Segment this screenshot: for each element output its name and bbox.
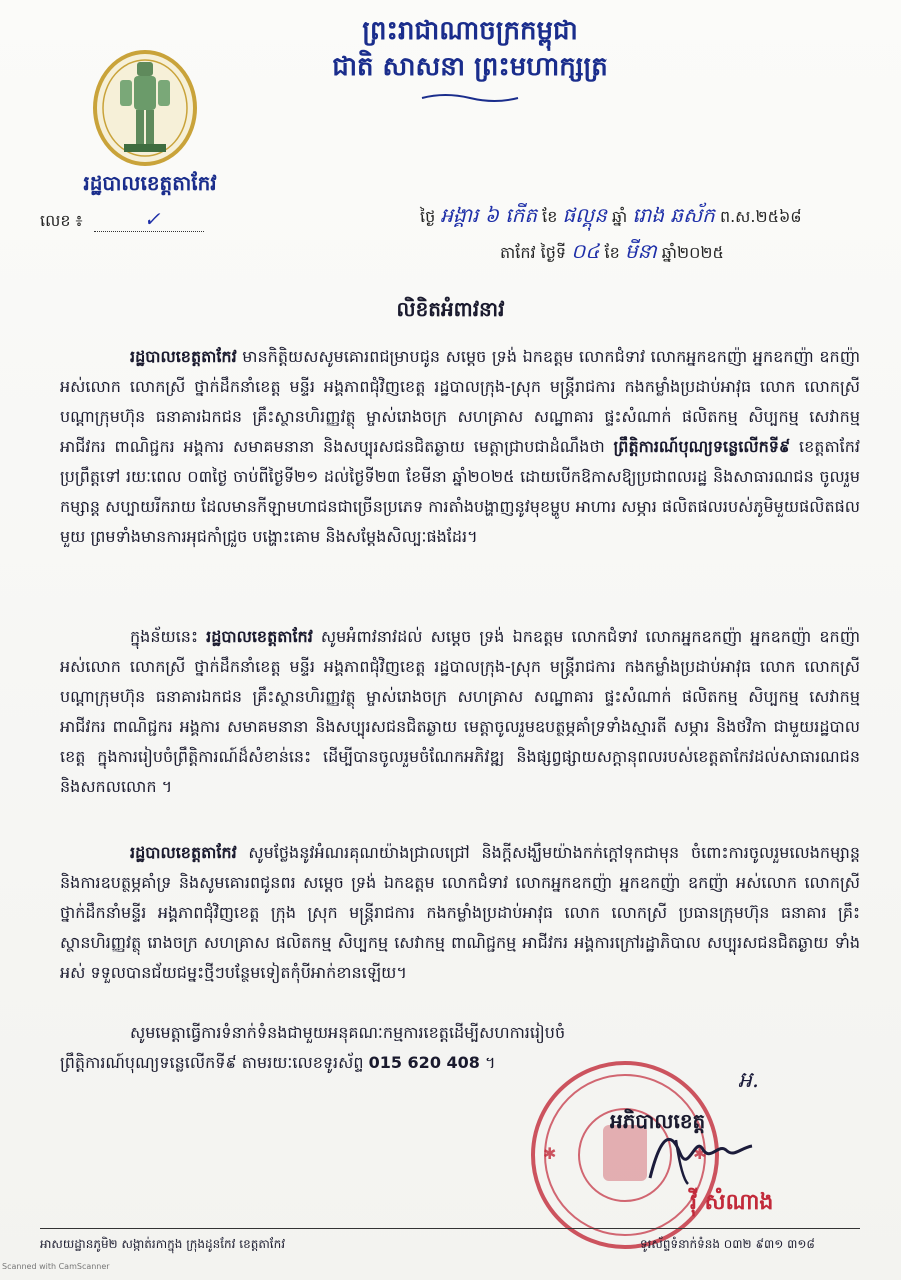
paragraph-end: ។ (479, 1053, 496, 1072)
solar-month: មីនា (624, 239, 657, 263)
paragraph-text: សូមមេត្តាធ្វើការទំនាក់ទំនងជាមួយអនុគណៈកម្មការខេត្តដើម្បីសហការរៀបចំព្រឹត្តិការណ៍បុណ្យទន្លេលើកទី៩ តាមរយៈលេខទូរស័ព្ទ (60, 1023, 566, 1072)
body-paragraph-2 (60, 622, 860, 802)
reference-line (94, 207, 204, 232)
paragraph-text: មានកិត្តិយសសូមគោរពជម្រាបជូន សម្ដេច ទ្រង់ ឯកឧត្តម លោកជំទាវ លោកអ្នកឧកញ៉ា អ្នកឧកញ៉ា ឧកញ៉ា អស់លោក លោកស្រី ថ្នាក់ដឹកនាំខេត្ត មន្ទីរ អង្គភាពជុំវិញខេត្ត រដ្ឋបាលក្រុង-ស្រុក មន្ត្រីរាជការ កងកម្លាំងប្រដាប់អាវុធ លោក លោកស្រី បណ្ដាក្រុមហ៊ុន ធនាគារឯកជន គ្រឹះស្ថានហិរញ្ញវត្ថុ ម្ចាស់រោងចក្រ សហគ្រាស សណ្ឋាគារ ផ្ទះសំណាក់ ផលិតកម្ម សិប្បកម្ម សេវាកម្ម អាជីវករ ពាណិជ្ជករ អង្គការ សមាគមនានា និងសប្បុរសជនជិតឆ្ងាយ មេត្តាជ្រាបជាដំណឹងថា (60, 347, 860, 456)
solar-month-label: ខែ (604, 243, 620, 262)
footer-address: អាសយដ្ឋានភូមិ២ សង្កាត់រកាក្នុង ក្រុងដូនកែវ ខេត្តតាកែវ (40, 1237, 285, 1251)
signatory-name: វ៉ី សំណាង (690, 1190, 774, 1215)
buddhist-era: ព.ស.២៥៦៨ (719, 207, 802, 226)
issuer-inline: រដ្ឋបាលខេត្តតាកែវ (130, 843, 237, 862)
signature-initial: អ. (738, 1068, 759, 1093)
lunar-month: ផល្គុន (562, 203, 607, 227)
kingdom-heading: ព្រះរាជាណាចក្រកម្ពុជា (362, 16, 578, 46)
body-paragraph-1 (60, 342, 860, 552)
document-title: លិខិតអំពាវនាវ (396, 297, 505, 321)
footer-phone: ទូរស័ព្ទទំនាក់ទំនង ០៣២ ៩៣១ ៣១៨ (640, 1237, 815, 1251)
svg-text:✱: ✱ (543, 1144, 557, 1163)
body-paragraph-3 (60, 838, 860, 988)
handwritten-signature-icon (640, 1118, 760, 1188)
reference-number (40, 207, 204, 234)
issuer-name: រដ្ឋបាលខេត្តតាកែវ (83, 171, 217, 195)
solar-date (500, 238, 724, 268)
svg-text:✱: ✱ (693, 1144, 707, 1163)
lunar-year-label: ឆ្នាំ (611, 207, 628, 226)
scanner-watermark: Scanned with CamScanner (2, 1262, 110, 1271)
motto-heading: ជាតិ សាសនា ព្រះមហាក្សត្រ (332, 52, 608, 82)
provincial-emblem-icon (90, 48, 200, 168)
paragraph-prefix: ក្នុងន័យនេះ (130, 627, 207, 646)
footer-divider (40, 1228, 860, 1229)
paragraph-text: សូមអំពាវនាវដល់ សម្ដេច ទ្រង់ ឯកឧត្តម លោកជំទាវ លោកអ្នកឧកញ៉ា អ្នកឧកញ៉ា ឧកញ៉ា អស់លោក លោកស្រី ថ្នាក់ដឹកនាំខេត្ត មន្ទីរ អង្គភាពជុំវិញខេត្ត រដ្ឋបាលក្រុង-ស្រុក មន្ត្រីរាជការ កងកម្លាំងប្រដាប់អាវុធ លោក លោកស្រី បណ្ដាក្រុមហ៊ុន ធនាគារឯកជន គ្រឹះស្ថានហិរញ្ញវត្ថុ ម្ចាស់រោងចក្រ សហគ្រាស សណ្ឋាគារ ផ្ទះសំណាក់ ផលិតកម្ម សិប្បកម្ម សេវាកម្ម អាជីវករ ពាណិជ្ជករ អង្គការ សមាគមនានា និងសប្បុរសជនជិតឆ្ងាយ មេត្តាចូលរួមឧបត្ថម្ភគាំទ្រទាំងស្មារតី សម្ភារ និងថវិកា ជាមួយរដ្ឋបាលខេត្ត ក្នុងការរៀបចំព្រឹត្តិការណ៍ដ៏សំខាន់នេះ ដើម្បីបានចូលរួមចំណែកអភិវឌ្ឍ និងផ្សព្វផ្សាយសក្ដានុពលរបស់ខេត្តតាកែវដល់សាធារណជននិងសកលលោក ។ (60, 627, 861, 796)
divider-ornament-icon (420, 92, 520, 104)
event-name: ព្រឹត្តិការណ៍បុណ្យទន្លេលើកទី៩ (613, 437, 791, 456)
solar-date-prefix: តាកែវ ថ្ងៃទី (500, 243, 567, 262)
paragraph-text: សូមថ្លែងនូវអំណរគុណយ៉ាងជ្រាលជ្រៅ និងក្ដីសង្ឃឹមយ៉ាងកក់ក្ដៅទុកជាមុន ចំពោះការចូលរួមលេងកម្សាន្ត និងការឧបត្ថម្ភគាំទ្រ និងសូមគោរពជូនពរ សម្ដេច ទ្រង់ ឯកឧត្តម លោកជំទាវ លោកអ្នកឧកញ៉ា អ្នកឧកញ៉ា ឧកញ៉ា អស់លោក លោកស្រី ថ្នាក់ដឹកនាំមន្ទីរ អង្គភាពជុំវិញខេត្ត ក្រុង ស្រុក មន្ត្រីរាជការ កងកម្លាំងប្រដាប់អាវុធ លោក លោកស្រី ប្រធានក្រុមហ៊ុន ធនាគារ គ្រឹះស្ថានហិរញ្ញវត្ថុ រោងចក្រ សហគ្រាស ផលិតកម្ម សិប្បកម្ម សេវាកម្ម ពាណិជ្ជកម្ម អាជីវករ អង្គការក្រៅរដ្ឋាភិបាល សប្បុរសជនជិតឆ្ងាយ ទាំងអស់ ទទួលបានជ័យជម្នះថ្មីៗបន្ថែមទៀតកុំបីអាក់ខានឡើយ។ (60, 843, 860, 982)
issuer-inline: រដ្ឋបាលខេត្តតាកែវ (206, 627, 313, 646)
contact-phone: 015 620 408 (368, 1053, 480, 1072)
lunar-date (420, 202, 802, 232)
issuer-inline: រដ្ឋបាលខេត្តតាកែវ (130, 347, 237, 366)
lunar-year: រោង ឆស័ក (632, 203, 715, 227)
lunar-day: អង្គារ ៦ កើត (440, 203, 538, 227)
paragraph-text: ខេត្តតាកែវប្រព្រឹត្តទៅ រយៈពេល ០៣ថ្ងៃ ចាប់ពីថ្ងៃទី២១ ដល់ថ្ងៃទី២៣ ខែមីនា ឆ្នាំ២០២៥ ដោយបើកឱកាសឱ្យប្រជាពលរដ្ឋ និងសាធារណជន ចូលរួមកម្សាន្ត សប្បាយរីករាយ ដែលមានកីឡាមហាជនជាច្រើនប្រភេទ ការតាំងបង្ហាញនូវមុខម្ហូប អាហារ សម្ភារ ផលិតផលរបស់ភូមិមួយផលិតផលមួយ ព្រមទាំងមានការអុជកាំជ្រួច បង្ហោះគោម និងសម្ដែងសិល្បៈផងដែរ។ (60, 437, 860, 546)
body-paragraph-4 (60, 1018, 580, 1078)
signatory-title: អភិបាលខេត្ត (610, 1109, 706, 1133)
lunar-month-label: ខែ (542, 207, 558, 226)
solar-day: ០៤ (571, 239, 600, 263)
solar-year: ឆ្នាំ២០២៥ (661, 243, 724, 262)
reference-label: លេខ ៖ (40, 211, 83, 230)
reference-mark: ✓ (143, 207, 161, 231)
lunar-date-prefix: ថ្ងៃ (420, 207, 436, 226)
